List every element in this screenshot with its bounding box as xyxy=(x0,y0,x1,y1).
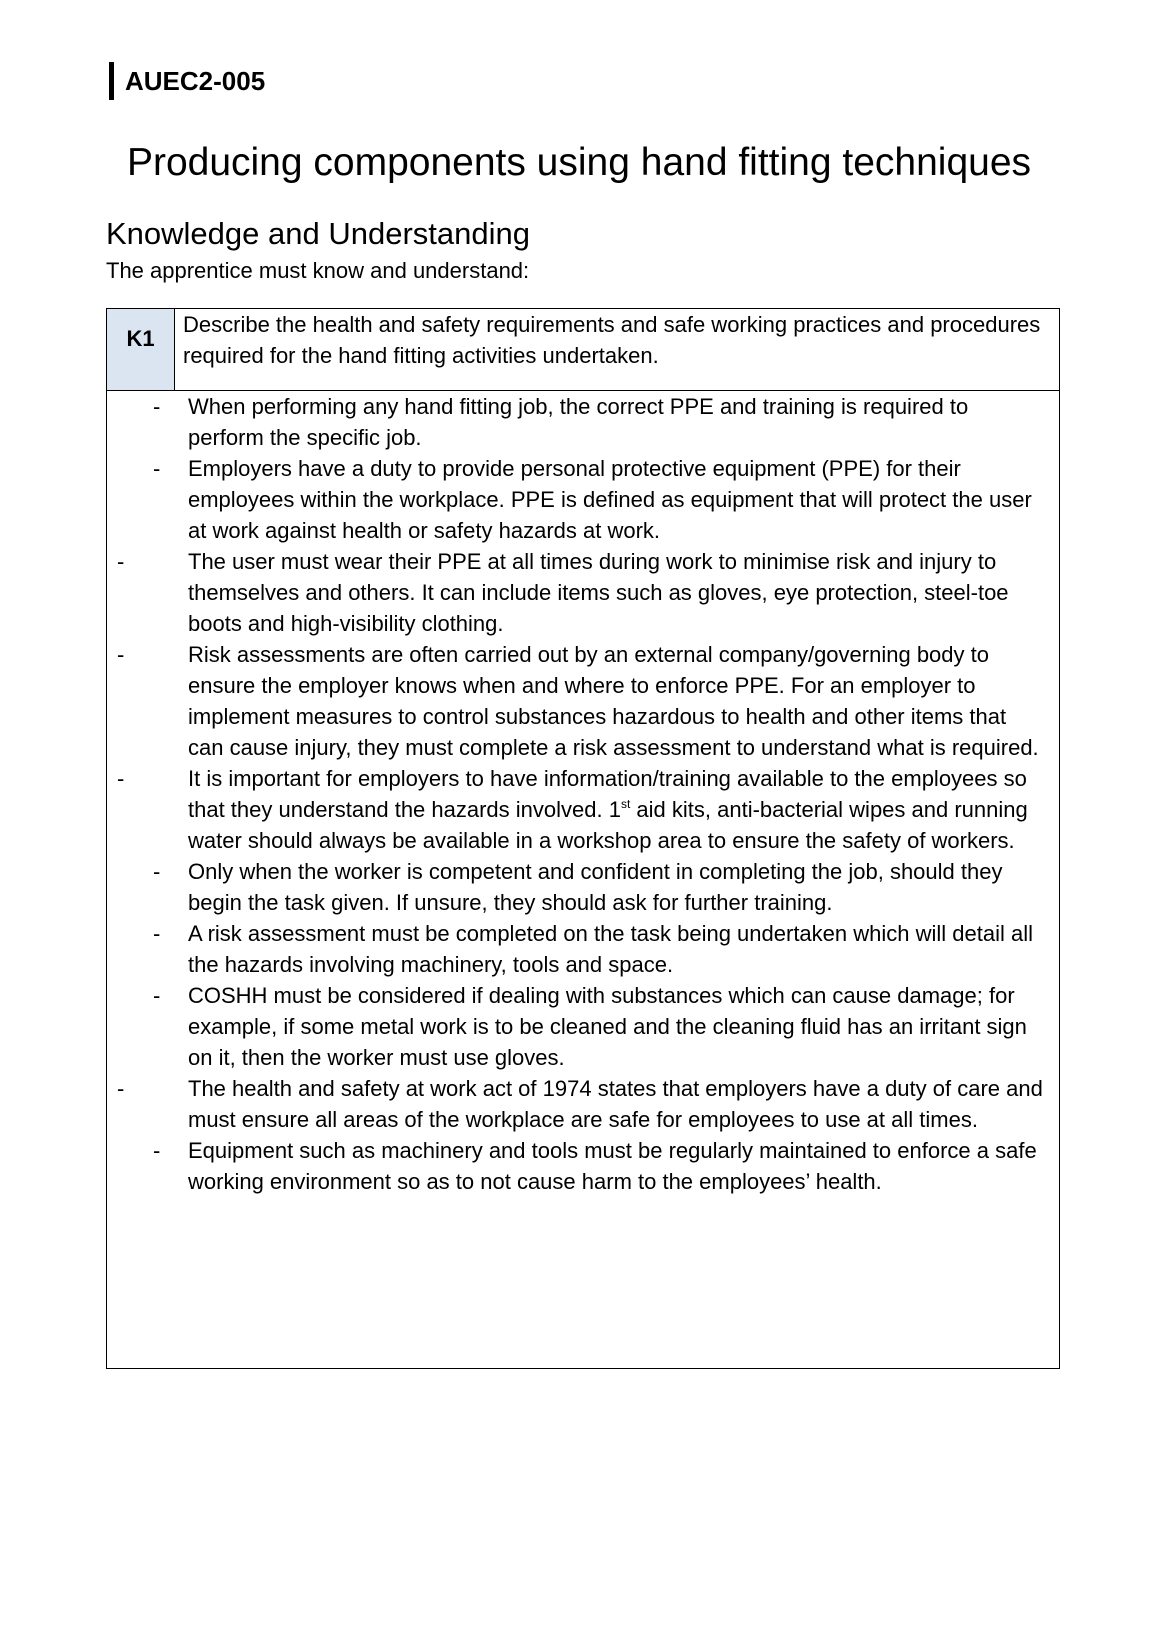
bullet-marker: - xyxy=(117,766,125,791)
list-item-text-after: aid kits, anti-bacterial wipes and running water should always be available in a workshop area to ensure the safety of workers. xyxy=(188,797,1028,853)
list-item xyxy=(107,763,1059,856)
list-item xyxy=(107,639,1059,763)
page-title: Producing components using hand fitting techniques xyxy=(126,141,1032,184)
bullet-marker: - xyxy=(153,1138,161,1163)
list-item xyxy=(107,918,1059,980)
bullet-marker: - xyxy=(153,456,161,481)
unit-code: AUEC2-005 xyxy=(109,62,265,100)
bullet-marker: - xyxy=(153,983,161,1008)
section-intro: The apprentice must know and understand: xyxy=(106,258,530,283)
list-item xyxy=(107,856,1059,918)
list-item xyxy=(107,391,1059,453)
criterion-description: Describe the health and safety requirements and safe working practices and procedures required for the hand fitting activities undertaken. xyxy=(175,309,1059,391)
list-item-text: The user must wear their PPE at all times during work to minimise risk and injury to themselves and others. It can include items such as gloves, eye protection, steel-toe boots and high-visibility clothing. xyxy=(188,549,1009,636)
bullet-marker: - xyxy=(117,642,125,667)
list-item-text: COSHH must be considered if dealing with substances which can cause damage; for example, if some metal work is to be cleaned and the cleaning fluid has an irritant sign on it, then the worker must use gloves. xyxy=(188,983,1027,1070)
list-item-text xyxy=(188,766,1028,853)
list-item-text-before: It is important for employers to have information/training available to the employees so that they understand the hazards involved. 1 xyxy=(188,766,1027,822)
list-item-text: When performing any hand fitting job, the correct PPE and training is required to perform the specific job. xyxy=(188,394,969,450)
list-item-text: Employers have a duty to provide personal protective equipment (PPE) for their employees within the workplace. PPE is defined as equipment that will protect the user at work against health or safety hazards at work. xyxy=(188,456,1032,543)
ordinal-superscript: st xyxy=(620,797,631,811)
list-item xyxy=(107,1073,1059,1135)
answer-list xyxy=(107,391,1059,1197)
criterion-table xyxy=(106,308,1060,1369)
criterion-label: K1 xyxy=(107,309,175,391)
list-item-text: A risk assessment must be completed on the task being undertaken which will detail all the hazards involving machinery, tools and space. xyxy=(188,921,1033,977)
list-item-text: Only when the worker is competent and confident in completing the job, should they begin the task given. If unsure, they should ask for further training. xyxy=(188,859,1003,915)
list-item-text: Risk assessments are often carried out by an external company/governing body to ensure the employer knows when and where to enforce PPE. For an employer to implement measures to control substances hazardous to health and other items that can cause injury, they must complete a risk assessment to understand what is required. xyxy=(188,642,1039,760)
bullet-marker: - xyxy=(153,921,161,946)
bullet-marker: - xyxy=(153,394,161,419)
bullet-marker: - xyxy=(117,1076,125,1101)
list-item-text: The health and safety at work act of 1974 states that employers have a duty of care and must ensure all areas of the workplace are safe for employees to use at all times. xyxy=(188,1076,1043,1132)
list-item xyxy=(107,546,1059,639)
section-heading: Knowledge and Understanding xyxy=(106,216,530,251)
bullet-marker: - xyxy=(153,859,161,884)
list-item xyxy=(107,453,1059,546)
list-item-text: Equipment such as machinery and tools must be regularly maintained to enforce a safe working environment so as to not cause harm to the employees’ health. xyxy=(188,1138,1037,1194)
list-item xyxy=(107,1135,1059,1197)
list-item xyxy=(107,980,1059,1073)
bullet-marker: - xyxy=(117,549,125,574)
